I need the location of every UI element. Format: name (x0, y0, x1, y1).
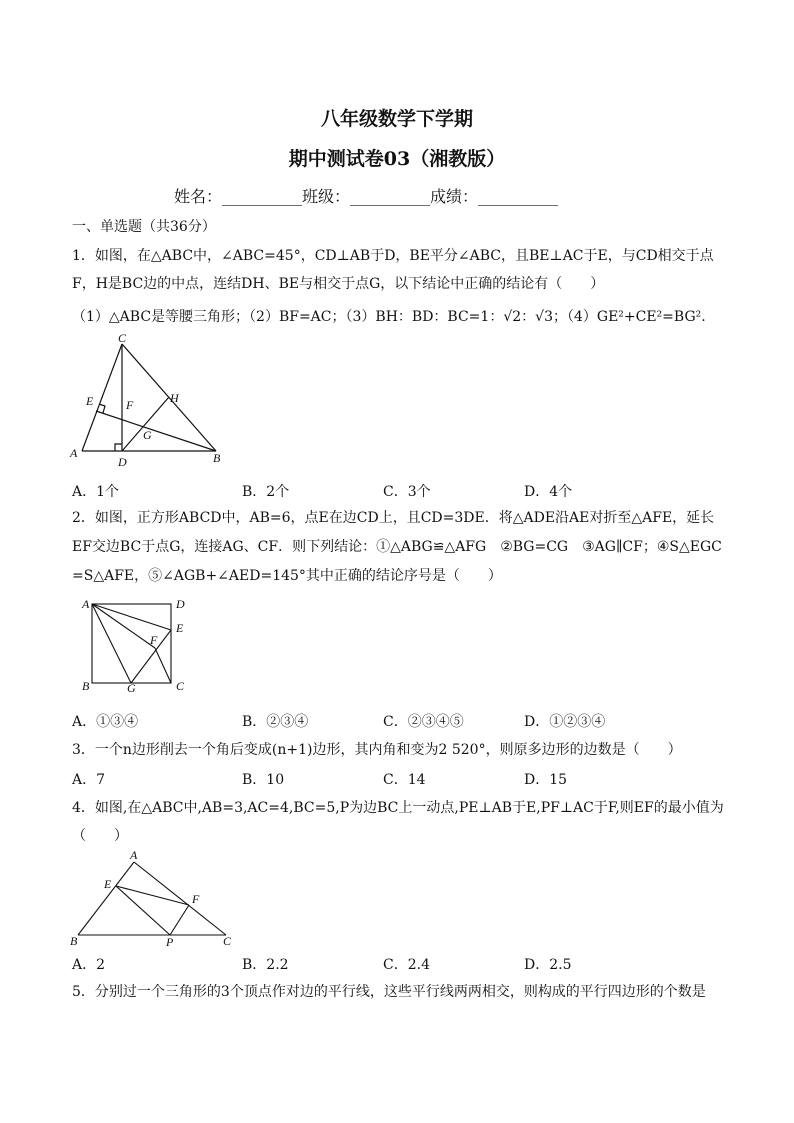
q2-option-a[interactable]: A．①③④ (72, 714, 139, 730)
q1-option-c[interactable]: C．3个 (383, 484, 431, 500)
q5-text-line1: 5．分别过一个三角形的3个顶点作对边的平行线，这些平行线两两相交，则构成的平行四边形的个数是 (72, 984, 706, 1000)
q2-label-A: A (82, 597, 90, 611)
q4-label-C: C (223, 934, 232, 948)
q2-label-E: E (176, 621, 184, 635)
q4-label-B: B (70, 934, 78, 948)
q4-label-P: P (166, 935, 174, 949)
q1-label-D: D (118, 455, 127, 468)
student-info-line: 姓名：__________班级：__________成绩：__________ (174, 187, 559, 206)
q3-text-line1: 3．一个n边形削去一个角后变成(n+1)边形，其内角和变为2 520°，则原多边形的边数是（ ） (72, 742, 682, 758)
q4-line-AC (134, 862, 226, 935)
section-heading: 一、单选题（共36分） (72, 219, 216, 235)
q1-label-G: G (143, 428, 152, 442)
exam-subtitle: 期中测试卷03（湘教版） (288, 148, 506, 170)
q1-label-F: F (126, 398, 134, 412)
q4-option-d[interactable]: D．2.5 (524, 957, 572, 973)
q2-label-D: D (176, 597, 185, 611)
q2-label-C: C (176, 679, 185, 693)
q2-figure (76, 594, 196, 694)
q1-text-line1: 1．如图，在△ABC中，∠ABC=45°，CD⊥AB于D，BE平分∠ABC，且BE⊥AC于E，与CD相交于点 (72, 248, 714, 264)
q4-option-a[interactable]: A．2 (72, 957, 106, 973)
q4-text-line1: 4．如图,在△ABC中,AB=3,AC=4,BC=5,P为边BC上一动点,PE⊥AB于E,PF⊥AC于F,则EF的最小值为 (72, 800, 724, 816)
q1-text-line2: F，H是BC边的中点，连结DH、BE与相交于点G，以下结论中正确的结论有（ ） (72, 276, 605, 292)
q3-option-b[interactable]: B．10 (242, 772, 285, 788)
q1-label-A: A (70, 446, 78, 460)
q2-option-d[interactable]: D．①②③④ (524, 714, 606, 730)
q1-label-E: E (86, 394, 94, 408)
q2-line-AG (92, 604, 131, 683)
q2-line-AE (92, 604, 171, 630)
q1-label-C: C (118, 334, 127, 345)
q4-line-PF (170, 905, 189, 935)
q1-option-a[interactable]: A．1个 (72, 484, 120, 500)
q3-option-d[interactable]: D．15 (524, 772, 568, 788)
q2-text-line2: EF交边BC于点G，连接AG、CF．则下列结论：①△ABG≌△AFG ②BG=CG ③AG∥CF；④S△EGC (72, 539, 722, 555)
q2-label-F: F (150, 633, 158, 647)
q2-line-FC (155, 648, 171, 683)
q2-text-line3: =S△AFE，⑤∠AGB+∠AED=145°其中正确的结论序号是（ ） (72, 568, 502, 584)
q4-label-E: E (104, 877, 112, 891)
q4-label-F: F (192, 892, 200, 906)
q2-option-b[interactable]: B．②③④ (242, 714, 309, 730)
q1-right-angle-E (99, 404, 105, 413)
q3-option-c[interactable]: C．14 (383, 772, 426, 788)
exam-title: 八年级数学下学期 (320, 108, 473, 130)
q3-option-a[interactable]: A．7 (72, 772, 106, 788)
q2-label-B: B (82, 679, 90, 693)
q4-figure (66, 848, 246, 950)
q1-figure (66, 334, 236, 468)
q4-option-c[interactable]: C．2.4 (383, 957, 430, 973)
q1-label-H: H (170, 391, 179, 405)
q2-option-c[interactable]: C．②③④⑤ (383, 714, 464, 730)
q1-option-d[interactable]: D．4个 (524, 484, 573, 500)
q2-square-ABCD (92, 604, 171, 683)
q2-text-line1: 2．如图，正方形ABCD中，AB=6，点E在边CD上，且CD=3DE．将△ADE沿AE对折至△AFE，延长 (72, 510, 715, 526)
q2-label-G: G (127, 681, 136, 694)
q1-label-B: B (213, 451, 221, 465)
q2-line-AF (92, 604, 155, 648)
q4-option-b[interactable]: B．2.2 (242, 957, 289, 973)
q1-text-line3: （1）△ABC是等腰三角形；（2）BF=AC；（3）BH：BD：BC=1：√2：√3；（4）GE²+CE²=BG². (72, 309, 706, 325)
q1-right-angle-D (115, 444, 122, 451)
q4-line-AB (78, 862, 134, 935)
q1-option-b[interactable]: B．2个 (242, 484, 290, 500)
q4-label-A: A (130, 848, 138, 862)
q4-text-line2: （ ） (72, 828, 128, 844)
